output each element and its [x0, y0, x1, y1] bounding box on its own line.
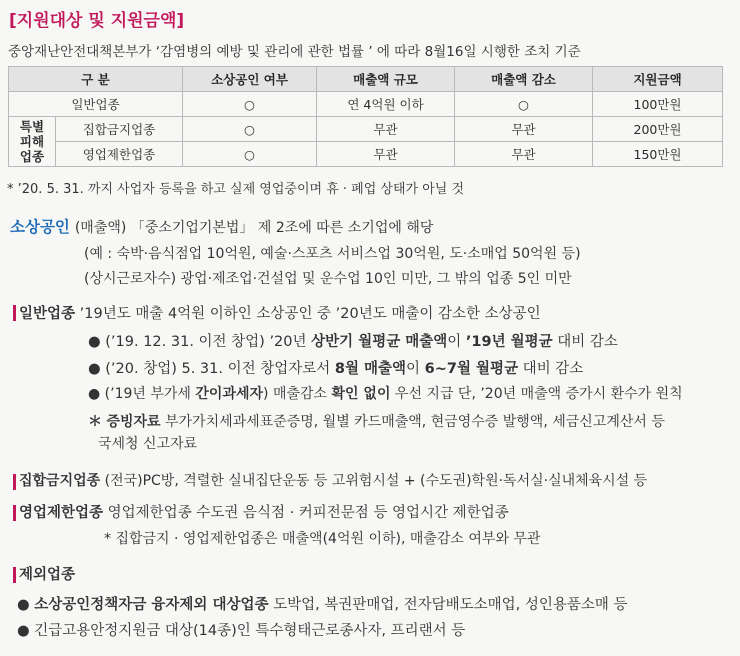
table-cell: ○ [183, 142, 317, 167]
restricted-note: * 집합금지 · 영업제한업종은 매출액(4억원 이하), 매출감소 여부와 무관 [104, 531, 541, 547]
text: 우선 지급 단, ’20년 매출액 증가시 환수가 원칙 [390, 386, 683, 402]
general-desc: ’19년도 매출 4억원 이하인 소상공인 중 ’20년도 매출이 감소한 소상공인 [75, 306, 541, 322]
small-business-line1: (매출액) 「중소기업기본법」 제 2조에 따른 소기업에 해당 [74, 220, 434, 236]
text: 대비 감소 [552, 334, 618, 350]
text: ) 매출감소 [263, 386, 332, 402]
text: (’20. 창업) 5. 31. 이전 창업자로서 [105, 361, 335, 377]
section-marker [13, 474, 16, 490]
text-bold: 6~7월 월평균 [424, 361, 519, 377]
section-marker [13, 567, 16, 583]
text: 이 [406, 361, 425, 377]
restricted-line [19, 501, 509, 522]
header-small-business: 소상공인 여부 [183, 67, 317, 92]
text-bold: 8월 매출액 [334, 361, 407, 377]
list-item [88, 330, 618, 351]
table-cell: 무관 [455, 117, 593, 142]
text: 이 [447, 334, 466, 350]
evidence-text: 부가가치세과세표준증명, 월별 카드매출액, 현금영수증 발행액, 세금신고계산서 등 [160, 414, 665, 430]
group-label: 특별 피해 업종 [9, 117, 56, 167]
table-cell: ○ [455, 92, 593, 117]
section-marker [13, 305, 16, 321]
footnote: * ’20. 5. 31. 까지 사업자 등록을 하고 실제 영업중이며 휴 · 폐업 상태가 아닐 것 [7, 182, 465, 197]
support-table [8, 66, 723, 167]
text-bold: 상반기 월평균 매출액 [311, 334, 448, 350]
bullet: ● [88, 361, 101, 377]
evidence-line2: 국세청 신고자료 [98, 436, 198, 452]
bullet: ● [88, 334, 101, 350]
text: (’19. 12. 31. 이전 창업) ’20년 [105, 334, 312, 350]
evidence-label: 증빙자료 [106, 414, 161, 430]
table-row [9, 92, 723, 117]
small-business-line2: (예 : 숙박·음식점업 10억원, 예술·스포츠 서비스업 30억원, 도·소매업 50억원 등) [84, 246, 581, 262]
gathering-ban-heading: 집합금지업종 [19, 473, 101, 489]
table-row [9, 142, 723, 167]
table-cell: 무관 [317, 142, 455, 167]
header-support-amount: 지원금액 [593, 67, 723, 92]
bullet: ● [17, 597, 30, 613]
table-cell: 무관 [455, 142, 593, 167]
list-item [17, 593, 628, 614]
list-item [88, 357, 583, 378]
list-item [17, 619, 465, 640]
general-heading: 일반업종 [19, 306, 76, 322]
bullet: ● [88, 386, 101, 402]
bullet: ● [17, 623, 30, 639]
text-bold: 확인 없이 [331, 386, 391, 402]
row-label: 일반업종 [9, 92, 183, 117]
table-cell: 100만원 [593, 92, 723, 117]
row-label: 영업제한업종 [56, 142, 183, 167]
text-bold: ’19년 월평균 [465, 334, 553, 350]
gathering-ban-line [19, 470, 647, 490]
table-row [9, 117, 723, 142]
general-heading-line [19, 302, 541, 323]
header-sales-decrease: 매출액 감소 [455, 67, 593, 92]
text: 도박업, 복권판매업, 전자담배도소매업, 성인용품소매 등 [268, 597, 628, 613]
restricted-heading: 영업제한업종 [19, 505, 104, 521]
table-cell: 200만원 [593, 117, 723, 142]
text: (’19년 부가세 [104, 386, 196, 402]
header-category: 구 분 [9, 67, 183, 92]
evidence-star: ＊ [88, 414, 102, 430]
table-cell: ○ [183, 117, 317, 142]
header-sales-scale: 매출액 규모 [317, 67, 455, 92]
excluded-heading: 제외업종 [19, 567, 76, 583]
small-business-line3: (상시근로자수) 광업·제조업·건설업 및 운수업 10인 미만, 그 밖의 업종 5인 미만 [84, 271, 572, 287]
text-bold: 소상공인정책자금 융자제외 대상업종 [34, 597, 269, 613]
table-cell: ○ [183, 92, 317, 117]
list-item [88, 383, 683, 403]
section-title: [지원대상 및 지원금액] [9, 11, 185, 31]
gathering-ban-desc: (전국)PC방, 격렬한 실내집단운동 등 고위험시설 + (수도권)학원·독서실·실내체육시설 등 [100, 473, 648, 489]
text-bold: 간이과세자 [195, 386, 264, 402]
criteria-subtitle: 중앙재난안전대책본부가 ‘감염병의 예방 및 관리에 관한 법률 ’ 에 따라 8월16일 시행한 조치 기준 [8, 44, 581, 60]
text: 긴급고용안정지원금 대상(14종)인 특수형태근로종사자, 프리랜서 등 [34, 623, 466, 639]
small-business-label: 소상공인 [10, 218, 70, 236]
row-label: 집합금지업종 [56, 117, 183, 142]
table-cell: 연 4억원 이하 [317, 92, 455, 117]
table-header-row [9, 67, 723, 92]
restricted-desc: 영업제한업종 수도권 음식점 · 커피전문점 등 영업시간 제한업종 [103, 505, 509, 521]
table-cell: 150만원 [593, 142, 723, 167]
section-marker [13, 505, 16, 521]
text: 대비 감소 [518, 361, 584, 377]
table-cell: 무관 [317, 117, 455, 142]
evidence-line [88, 411, 665, 431]
small-business-block [10, 215, 433, 237]
